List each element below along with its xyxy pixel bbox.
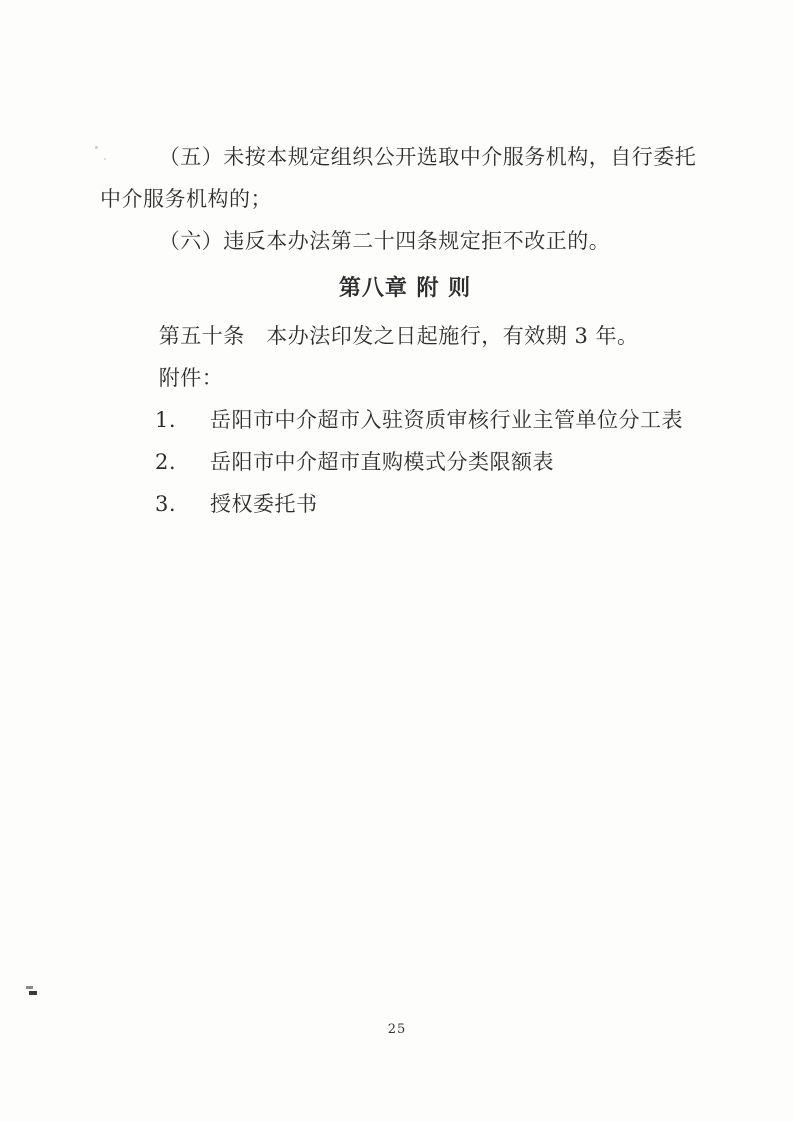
attachment-item-number: 1. bbox=[155, 408, 177, 432]
scan-artifact bbox=[29, 991, 37, 995]
scan-artifact bbox=[104, 158, 106, 160]
attachment-list-item bbox=[100, 483, 710, 525]
document-content bbox=[0, 0, 794, 525]
attachments-label: 附件： bbox=[158, 366, 224, 390]
attachment-item-number: 2. bbox=[155, 450, 177, 474]
attachment-list bbox=[100, 399, 710, 525]
attachment-list-item bbox=[100, 441, 710, 483]
attachment-item-text: 授权委托书 bbox=[210, 492, 318, 516]
attachment-item-number: 3. bbox=[155, 492, 177, 516]
clause-6-text: （六）违反本办法第二十四条规定拒不改正的。 bbox=[158, 229, 611, 253]
attachment-item-text: 岳阳市中介超市直购模式分类限额表 bbox=[210, 450, 554, 474]
page-number: 25 bbox=[387, 1022, 407, 1037]
chapter-heading: 第八章 附 则 bbox=[338, 276, 472, 301]
attachment-list-item bbox=[100, 399, 710, 441]
clause-5-text: （五）未按本规定组织公开选取中介服务机构，自行委托中介服务机构的； bbox=[100, 145, 697, 211]
scan-artifact bbox=[26, 986, 33, 989]
attachment-item-text: 岳阳市中介超市入驻资质审核行业主管单位分工表 bbox=[210, 408, 683, 432]
article-50-text: 第五十条 本办法印发之日起施行，有效期 3 年。 bbox=[158, 324, 639, 348]
scan-artifact bbox=[95, 146, 98, 149]
